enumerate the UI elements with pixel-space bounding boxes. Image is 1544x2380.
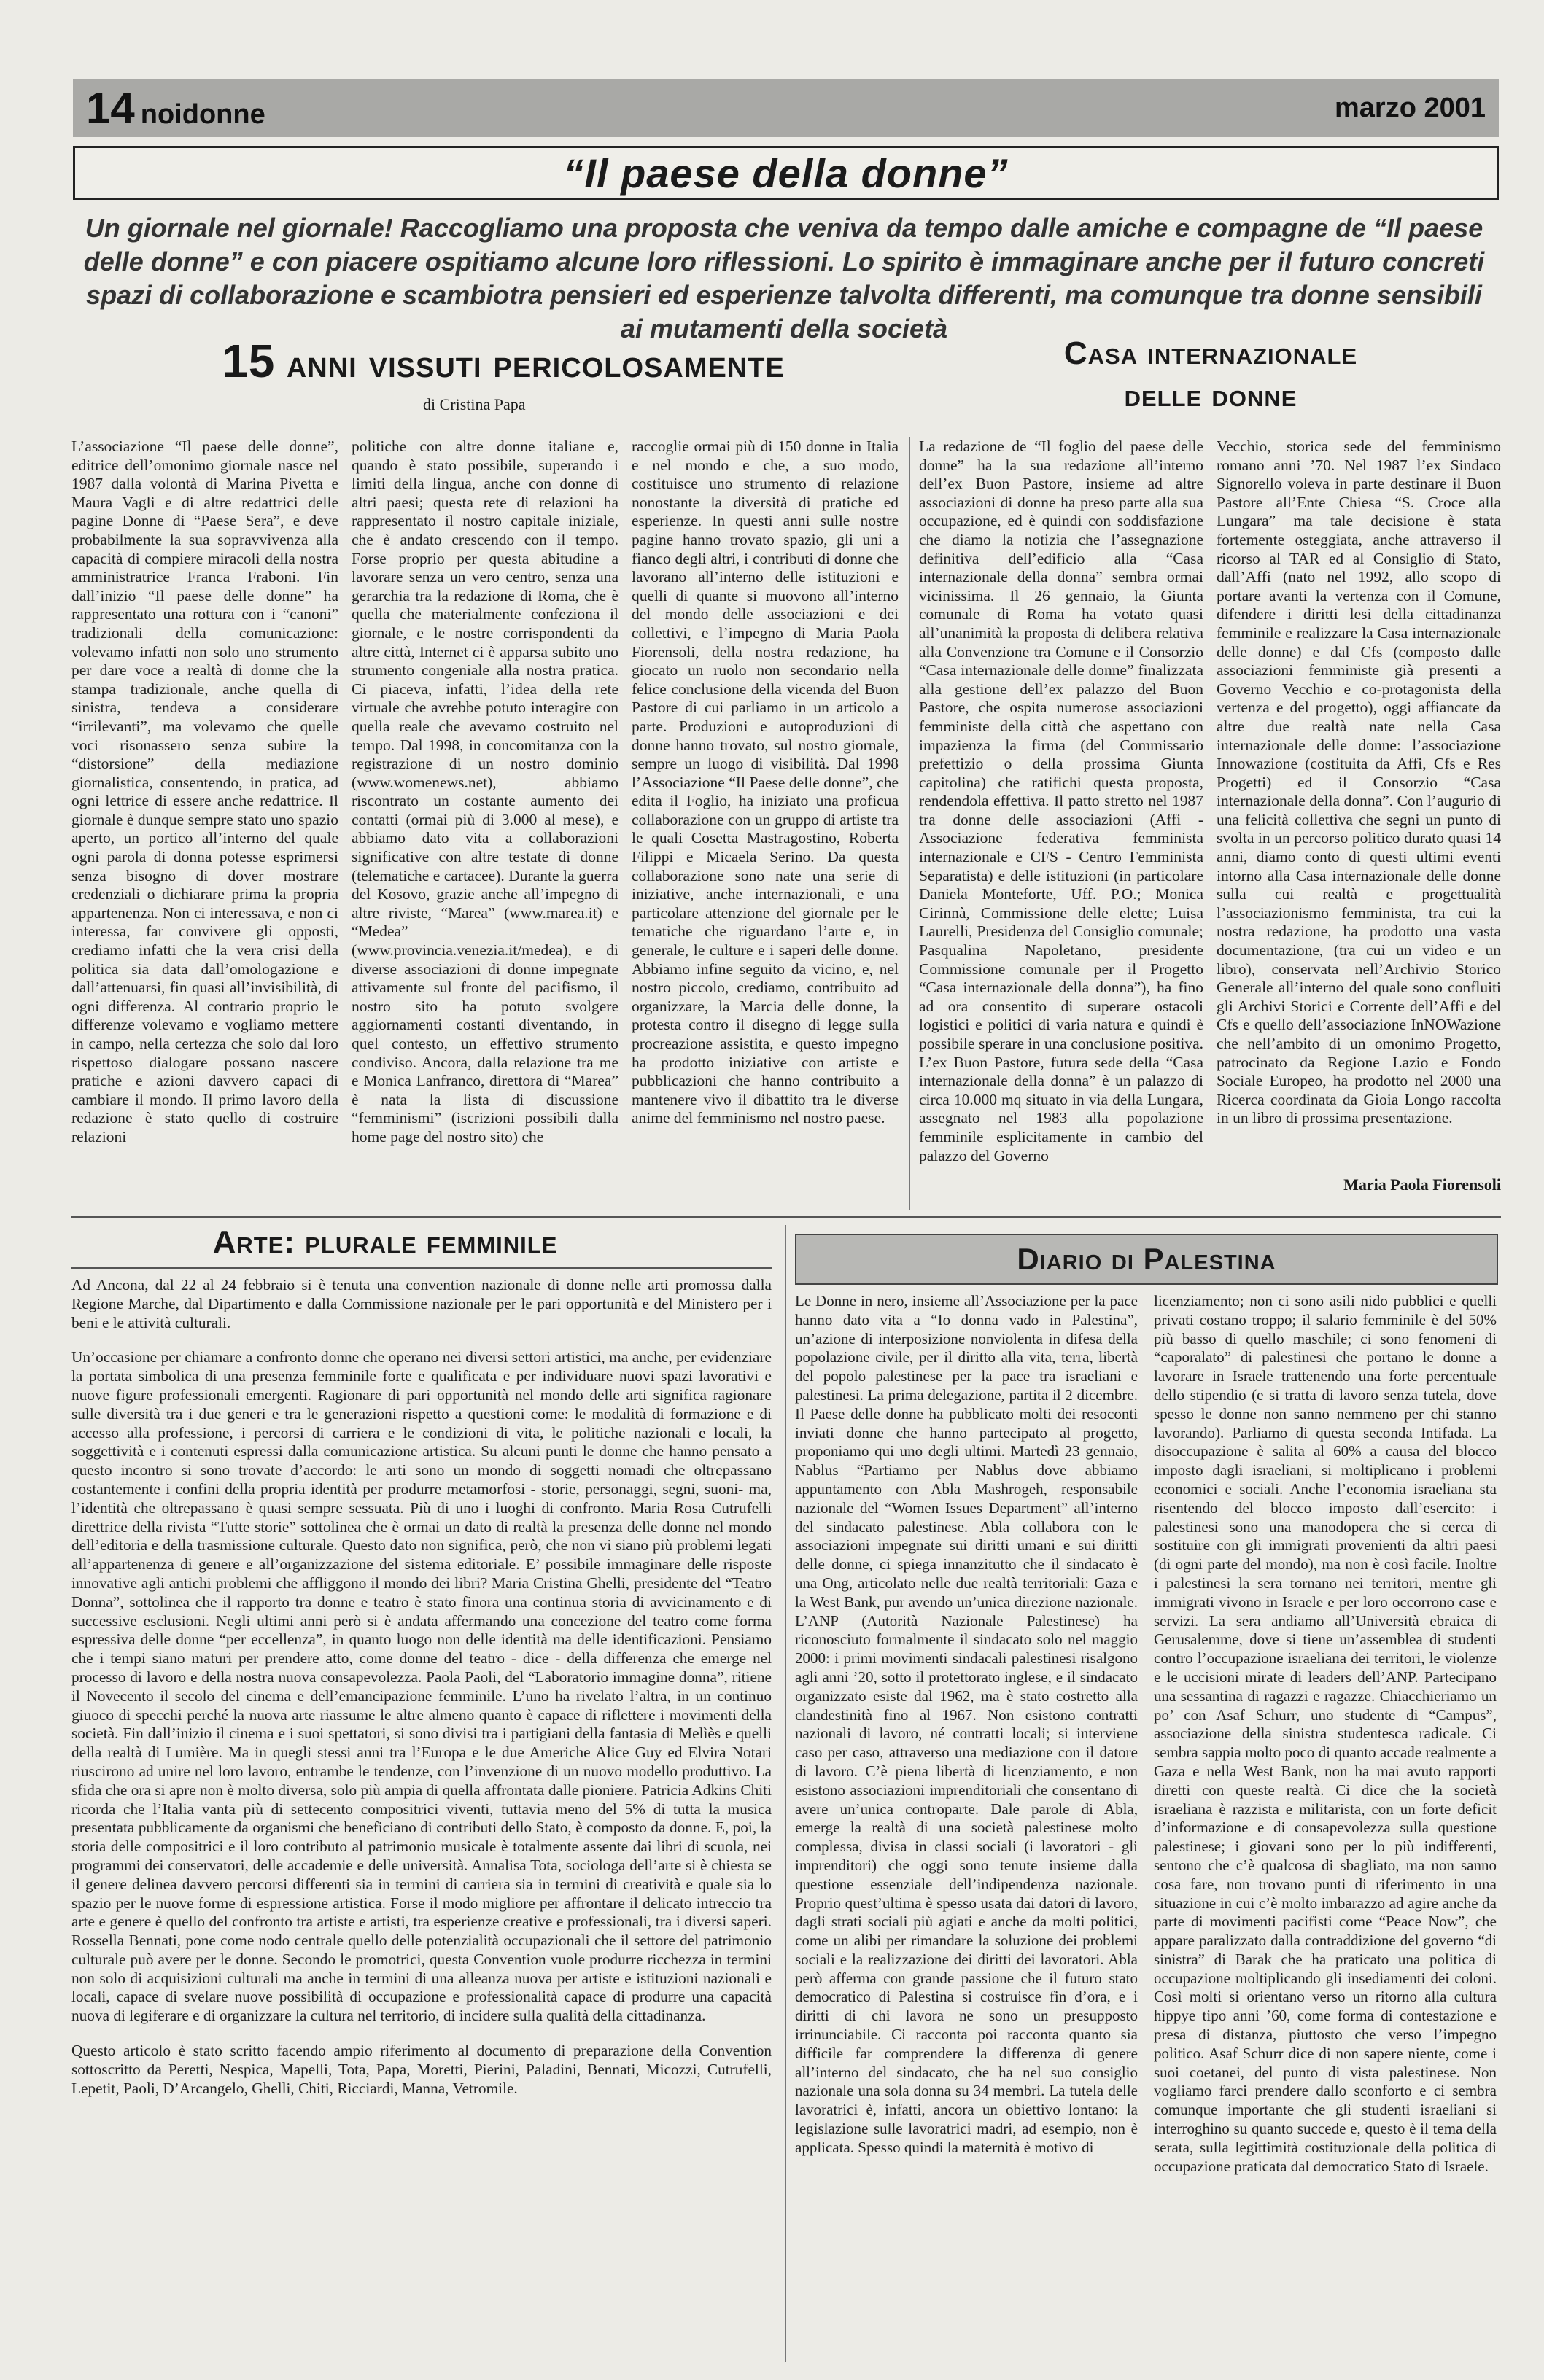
issue-date: marzo 2001 (1334, 92, 1486, 123)
article-4-headline: Diario di Palestina (1017, 1242, 1276, 1276)
article-3-paragraph: Ad Ancona, dal 22 al 24 febbraio si è tenuta una convention nazionale di donne nelle arti promossa dalla Regione Marche, dal Dipartimento e dalla Commissione nazionale per le pari opportunità e del Ministero per i beni e le attività culturali. (71, 1276, 772, 1331)
article-4-column-1: Le Donne in nero, insieme all’Associazione per la pace hanno dato vita a “Io donna vado in Palestina”, un’azione di interposizione nonviolenta in difesa della popolazione civile, per il diritto alla vita, terra, libertà del popolo palestinese per la pace tra israeliani e palestinesi. La prima delegazione, partita il 2 dicembre. Il Paese delle donne ha pubblicato molti dei resoconti inviati donne che hanno partecipato al progetto, proponiamo qui uno degli ultimi. Martedì 23 gennaio, Nablus “Partiamo per Nablus dove abbiamo appuntamento con Abla Mashrogeh, responsabile nazionale del “Women Issues Department” all’interno del sindacato palestinese. Abla collabora con le associazioni impegnate sui diritti umani e sui diritti delle donne, ci spiega innanzitutto che il sindacato è una Ong, articolato nelle due realtà territoriali: Gaza e la West Bank, pur avendo un’unica direzione nazionale. L’ANP (Autorità Nazionale Palestinese) ha riconosciuto formalmente il sindacato solo nel maggio 2000: i primi movimenti sindacali palestinesi risalgono agli anni ’20, sotto il protettorato inglese, e il sindacato organizzato esiste dal 1962, ma è stato costretto alla clandestinità fino al 1967. Non esistono contratti nazionali di lavoro, né contratti locali; si interviene caso per caso, attraverso una mediazione con il datore di lavoro. C’è piena libertà di licenziamento, e non esistono associazioni imprenditoriali che consentano di avere un’unica controparte. Dale parole di Abla, emerge la realtà di una società palestinese molto complessa, divisa in classi sociali (i lavoratori - gli imprenditori) che oggi sono tenute insieme dalla questione essenziale dell’indipendenza nazionale. Proprio quest’ultima è spesso usata dai datori di lavoro, dagli strati sociali più agiati e anche da molti politici, come un alibi per rimandare la soluzione dei problemi sociali e la realizzazione dei diritti dei lavoratori. Abla però afferma con grande passione che il futuro stato democratico di Palestina si costruisce fin d’ora, e i diritti di chi lavora ne sono un presupposto irrinunciabile. Ci racconta poi racconta quanto sia difficile far comprendere la differenza di genere all’interno del sindacato, che ha nel suo consiglio nazionale una sola donna su 34 membri. La tutela delle lavoratrici è, infatti, ancora un obiettivo lontano: la legislazione sulle lavoratrici madri, ad esempio, non è applicata. Spesso quindi la maternità è motivo di (795, 1292, 1138, 2156)
headline-text: anni vissuti pericolosamente (286, 342, 785, 386)
article-2-column-1: La redazione de “Il foglio del paese delle donne” ha la sua redazione all’interno dell’ex Buon Pastore, insieme ad altre associazioni di donne ha preso parte alla sua occupazione, ed è quindi con soddisfazione che diamo la notizia che l’assegnazione definitiva dell’edificio alla “Casa internazionale della donna” sembra ormai vicinissima. Il 26 gennaio, la Giunta comunale di Roma ha votato quasi all’unanimità la proposta di delibera relativa alla Convenzione tra Comune e il Consorzio “Casa internazionale delle donne” finalizzata alla gestione dell’ex palazzo del Buon Pastore, che ospita numerose associazioni femministe della città che aspettano con impazienza la firma (del Commissario prefettizio o della prossima Giunta capitolina) che ratifichi questa proposta, rendendola effettiva. Il patto stretto nel 1987 tra donne delle associazioni (Affi - Associazione federativa femminista internazionale e CFS - Centro Femminista Separatista) e delle istituzioni (in particolare Daniela Monteforte, Uff. P.O.; Monica Cirinnà, Commissione delle elette; Luisa Laurelli, Presidenza del Consiglio comunale; Pasqualina Napoletano, presidente Commissione comunale per il Progetto “Casa internazionale della donna”), ha fino ad ora consentito di superare ostacoli logistici e politici di varia natura e quindi è possibile sperare in una conclusione positiva. L’ex Buon Pastore, futura sede della “Casa internazionale della donna” è un palazzo di circa 10.000 mq situato in via della Lungara, assegnato nel 1983 alla popolazione femminile esplicitamente in cambio del palazzo del Governo (919, 438, 1203, 1164)
publication-name: noidonne (140, 98, 265, 130)
article-1-column-3: raccoglie ormai più di 150 donne in Italia e nel mondo e che, a suo modo, costituisce uno strumento di relazione nonostante la diversità di pratiche ed esperienze. In questi anni sulle nostre pagine hanno trovato spazio, gli uni a fianco degli altri, i contributi di donne che lavorano all’interno delle istituzioni e quelli di quante si muovono all’interno del mondo delle associazioni e dei collettivi, e l’impegno di Maria Paola Fiorensoli, della nostra redazione, ha giocato un ruolo non secondario nella felice conclusione della vicenda del Buon Pastore di cui parliamo in un articolo a parte. Produzioni e autoproduzioni di donne hanno trovato, sul nostro giornale, sempre un luogo di visibilità. Dal 1998 l’Associazione “Il Paese delle donne”, che edita il Foglio, ha iniziato una proficua collaborazione con un gruppo di artiste tra le quali Cosetta Mastragostino, Roberta Filippi e Micaela Serino. Da questa collaborazione sono nate una serie di iniziative, anche internazionali, e una particolare attenzione del giornale per le tematiche che riguardano l’arte e, in generale, le culture e i saperi delle donne. Abbiamo infine seguito da vicino, e, nel nostro piccolo, crediamo, contribuito ad organizzare, la Marcia delle donne, la protesta contro il disegno di legge sulla procreazione assistita, e questo impegno ha prodotto iniziative con artiste e pubblicazioni che hanno contribuito a mantenere vivo il dibattito tra le diverse anime del femminismo nel nostro paese. (632, 438, 899, 1127)
article-2-signature: Maria Paola Fiorensoli (1343, 1175, 1501, 1194)
headline-underline (71, 1267, 772, 1269)
headline-line-2: delle donne (1124, 378, 1297, 413)
article-3-credits: Questo articolo è stato scritto facendo ampio riferimento al documento di preparazione della Convention sottoscritto da Peretti, Nespica, Mapelli, Tota, Papa, Moretti, Pierini, Paladini, Bennati, Micozzi, Cutrufelli, Lepetit, Paoli, D’Arcangelo, Ghelli, Chiti, Ricciardi, Manna, Vetromile. (71, 2042, 772, 2097)
article-3-paragraph: Un’occasione per chiamare a confronto donne che operano nei diversi settori artistici, ma anche, per evidenziare la portata simbolica di una presenza femminile forte e qualificata e per individuare nuovi spazi lavorativi e nuove figure professionali emergenti. Ragionare di pari opportunità nel mondo delle arti significa ragionare sulle diversità tra i due generi e tra le generazioni rispetto a questioni come: le modalità di formazione e di accesso alla professione, i percorsi di carriera e le condizioni di vita, le politiche nazionali e locali, la soggettività e i contenuti espressi dalla comunicazione artistica. Su alcuni punti le donne che hanno pensato a questo incontro si sono trovate d’accordo: le arti sono un mondo di soggetti nomadi che oltrepassano costantemente i confini della propria identità per produrre metamorfosi - storie, personaggi, segni, suoni- ma, l’identità che oltrepassano è quasi sempre sessuata. Più di uno i luoghi di confronto. Maria Rosa Cutrufelli direttrice della rivista “Tutte storie” sottolinea che è ormai un dato di realtà la presenza delle donne nel mondo dell’editoria e della trasmissione culturale. Questo dato non significa, però, che non vi siano più problemi legati all’appartenenza di genere e all’organizzazione del sistema editoriale. E’ possibile immaginare delle risposte innovative agli antichi problemi che affliggono il mondo dei libri? Maria Cristina Ghelli, presidente del “Teatro Donna”, sottolinea che il rapporto tra donne e teatro è stato finora una continua storia di avvicinamento e di successive esclusioni. Negli ultimi anni però si è andata affermando una concezione del teatro come forma espressiva delle donne “per eccellenza”, in quanto luogo non delle identità ma delle identificazioni. Pensiamo che i tempi siano maturi per prendere atto, come donne del teatro - dice - della differenza che emerge nel processo di lavoro e della nostra nuova consapevolezza. Paola Paoli, del “Laboratorio immagine donna”, ritiene il Novecento il secolo del cinema e dell’emancipazione femminile. L’uno ha rivelato l’altra, in un continuo giuoco di specchi perché la nuova arte riassume le altre almeno quanto è capace di riflettere i movimenti della società. Fin dall’inizio il cinema e i suoi spettatori, si sono divisi tra i partigiani della fantasia di Melìès e quelli della realtà di Lumière. Ma in quegli stessi anni tra l’Europa e le due Americhe Alice Guy ed Elvira Notari riuscirono ad unire nel loro lavoro, entrambe le tendenze, con l’invenzione di un nuovo modello produttivo. La sfida che ora si apre non è molto diversa, solo più ampia di quella affrontata dalle pioniere. Patricia Adkins Chiti ricorda che l’Italia vanta più di settecento compositrici viventi, tuttavia meno del 5% di tutta la musica presentata pubblicamente da organismi che beneficiano di contributi dello Stato, è composto da donne. E, poi, la storia delle compositrici e il loro contributo al patrimonio musicale è totalmente assente dai libri di scuola, nei programmi dei conservatori, delle accademie e delle università. Annalisa Tota, sociologa dell’arte si è chiesta se il genere delinea davvero percorsi differenti sia in termini di carriera sia in termini di creatività e quale sia lo spazio per le nuove forme di espressione artistica. Forse il modo migliore per affrontare il delicato intreccio tra arte e genere è quello del confronto tra artiste e artisti, tra esperienze creative e professionali, tra i diversi saperi. Rossella Bennati, pone come nodo centrale quello delle potenzialità occupazionali che il settore del patrimonio culturale può avere per le donne. Secondo le promotrici, questa Convention vuole produrre ricchezza in termini non solo di acquisizioni culturali ma anche in termini di una alleanza nuova per artiste e istituzioni nazionali e locali, capace di svelare nuove possibilità di occupazione e professionalità capace di produrre una capacità nuova di legiferare e di organizzare la cultura nel territorio, di incidere sulla qualità della cittadinanza. (71, 1348, 772, 2025)
column-divider (785, 1225, 786, 2362)
article-4-column-2: licenziamento; non ci sono asili nido pubblici e quelli privati costano troppo; il salario femminile è del 50% più basso di quello maschile; ci sono fenomeni di “caporalato” di palestinesi che portano le donne a lavorare in Israele trattenendo una forte percentuale dello stipendio (e si tratta di lavoro senza tutela, dove spesso le donne non sanno nemmeno per chi stanno lavorando). Parliamo di questa seconda Intifada. La disoccupazione è salita al 60% a causa del blocco imposto dagli israeliani, si moltiplicano i problemi economici e sociali. Anche l’economia israeliana sta risentendo del blocco imposto dall’esercito: i palestinesi sono una manodopera che si cerca di sostituire con gli immigrati provenienti da altri paesi (di ogni parte del mondo), ma non è così facile. Inoltre i palestinesi la sera tornano nei territori, mentre gli immigrati vivono in Israele e per loro occorrono case e servizi. La sera andiamo all’Università ebraica di Gerusalemme, dove si tiene un’assemblea di studenti contro l’occupazione israeliana dei territori, le violenze e le uccisioni mirate di leaders dell’ANP. Partecipano una sessantina di ragazzi e ragazze. Chiacchieriamo un po’ con Asaf Schurr, uno studente di “Campus”, associazione della sinistra studentesca radicale. Ci sembra sappia molto poco di quanto accade realmente a Gaza e nella West Bank, non ha mai avuto rapporti diretti con queste realtà. Ci dice che la società israeliana è razzista e militarista, con un forte deficit d’informazione e di consapevolezza sulla questione palestinese; i giovani sono per lo più indifferenti, sentono che c’è qualcosa di sbagliato, ma non sanno cosa fare, non trovano punti di riferimento in una situazione in cui c’è molto imbarazzo ad agire anche da parte di movimenti pacifisti come “Peace Now”, che appare paralizzato dalla contraddizione del governo “di sinistra” di Barak che ha praticato una politica di occupazione moltiplicando gli insediamenti dei coloni. Così molti si orientano verso un ritorno alla cultura hippye tipo anni ’60, come forma di contestazione e presa di distanza, piuttosto che verso l’impegno politico. Asaf Schurr dice di non sapere niente, come i suoi coetanei, del punto di vista palestinese. Non vogliamo farci prendere dallo sconforto e ci sembra comunque importante che gli studenti israeliani si interroghino su quanto succede e, questo è il tema della serata, sulla legittimità costituzionale della politica di occupazione praticata dal democratico Stato di Israele. (1154, 1292, 1497, 2175)
article-3-headline: Arte: plurale femminile (212, 1224, 558, 1260)
article-1-headline (117, 334, 890, 388)
article-1-byline: di Cristina Papa (423, 395, 526, 413)
section-title: “Il paese della donne” (563, 149, 1009, 196)
section-divider (71, 1216, 1501, 1218)
article-1-column-1: L’associazione “Il paese delle donne”, editrice dell’omonimo giornale nasce nel 1987 dalla volontà di Marina Pivetta e Maura Vagli e di altre redattrici delle pagine Donne di “Paese Sera”, e deve probabilmente la sua sopravvivenza alla capacità di compiere miracoli della nostra amministratrice Franca Fraboni. Fin dall’inizio “Il paese delle donne” ha rappresentato una rottura con i “canoni” tradizionali della comunicazione: volevamo infatti non solo uno strumento per dare voce a realtà di donne che la stampa tradizionale, anche quella di sinistra, tendeva a considerare “irrilevanti”, ma volevamo che quelle voci risonassero senza subire la “distorsione” della mediazione giornalistica, consentendo, in pratica, ad ogni lettrice di essere anche redattrice. Il giornale è dunque sempre stato uno spazio aperto, un portico all’interno del quale ogni parola di donna potesse esprimersi senza bisogno di dover mostrare credenziali o dichiarare prima la propria appartenenza. Non ci interessava, e non ci interessa, far convivere gli opposti, crediamo infatti che la vera crisi della politica sia data dall’omologazione e dall’attenuarsi, fin quasi all’invisibilità, di ogni differenza. Al contrario proprio le differenze volevamo e vogliamo mettere in campo, nella certezza che solo dal loro rispettoso dialogare possano nascere pratiche e azioni davvero capaci di cambiare il mondo. Il primo lavoro della redazione è stato quello di costruire relazioni (71, 438, 338, 1146)
article-3-body (71, 1276, 772, 2098)
article-1-column-2: politiche con altre donne italiane e, quando è stato possibile, superando i limiti della lingua, anche con donne di altri paesi; questa rete di relazioni ha rappresentato il nostro capitale iniziale, che è andato crescendo con il tempo. Forse proprio per questa abitudine a lavorare senza un vero centro, senza una gerarchia tra la redazione di Roma, che è quella che materialmente confeziona il giornale, e le nostre corrispondenti da altre città, Internet ci è apparsa subito uno strumento congeniale alla nostra pratica. Ci piaceva, infatti, l’idea della rete virtuale che avrebbe potuto interagire con quella reale che avevamo costruito nel tempo. Dal 1998, in concomitanza con la registrazione di un nostro dominio (www.womenews.net), abbiamo riscontrato un costante aumento dei contatti (ormai più di 3.000 al mese), e abbiamo dato vita a collaborazioni significative con altre testate di donne (telematiche e cartacee). Durante la guerra del Kosovo, grazie anche all’impegno di altre riviste, “Marea” (www.marea.it) e “Medea” (www.provincia.venezia.it/medea), e di diverse associazioni di donne impegnate attivamente sul fronte del pacifismo, il nostro sito ha potuto svolgere aggiornamenti costanti diventando, in quel contesto, un effettivo strumento condiviso. Ancora, dalla relazione tra me e Monica Lanfranco, direttora di “Marea” è nata la lista di discussione “femminismi” (iscrizioni possibili dalla home page del nostro sito) che (352, 438, 618, 1146)
section-title-box (73, 146, 1499, 200)
page-number: 14 (86, 83, 135, 133)
article-2-column-2: Vecchio, storica sede del femminismo romano anni ’70. Nel 1987 l’ex Sindaco Signorello voleva in parte destinare il Buon Pastore all’Ente Chiesa “S. Croce alla Lungara” ma tale decisione è stata fortemente osteggiata, anche attraverso il ricorso al TAR ed al Consiglio di Stato, dall’Affi (nato nel 1992, allo scopo di portare avanti la vertenza con il Comune, difendere i diritti lesi della cittadinanza femminile e realizzare la Casa internazionale delle donne) e dal Cfs (composto dalle associazioni femministe già presenti a Governo Vecchio e co-protagonista della vertenza e del progetto), oggi affiancate da altre due realtà nate nella Casa internazionale delle donne: l’associazione Innowazione (costituita da Affi, Cfs e Res Progetti) ed il Consorzio “Casa internazionale della donna”. Con l’augurio di una felicità collettiva che segni un punto di svolta in un percorso politico durato quasi 14 anni, diamo conto di questi ultimi eventi intorno alla Casa internazionale delle donne sulla cui realtà e progettualità l’associazionismo femminista, tra cui la nostra redazione, ha prodotto una vasta documentazione, (tra cui un video e un libro), conservata nell’Archivio Storico Generale all’interno del quale sono confluiti gli Archivi Storici e Corrente dell’Affi e del Cfs e quello dell’associazione InNOWazione che nell’ambito di un omonimo Progetto, patrocinato da Regione Lazio e Fondo Sociale Europeo, ha prodotto nel 2000 una Ricerca coordinata da Gioia Longo raccolta in un libro di prossima presentazione. (1217, 438, 1501, 1127)
headline-number: 15 (222, 335, 276, 387)
section-intro: Un giornale nel giornale! Raccogliamo una proposta che veniva da tempo dalle amiche e compagne de “Il paese delle donne” e con piacere ospitiamo alcune loro riflessioni. Lo spirito è immaginare anche per il futuro concreti spazi di collaborazione e scambiotra pensieri ed esperienze talvolta differenti, ma comunque tra donne sensibili ai mutamenti della società (83, 213, 1485, 343)
article-2-headline (919, 332, 1502, 417)
headline-line-1: Casa internazionale (1063, 335, 1358, 371)
page-header (73, 79, 1499, 137)
article-4-title-box (795, 1234, 1498, 1285)
column-divider (909, 438, 910, 1210)
